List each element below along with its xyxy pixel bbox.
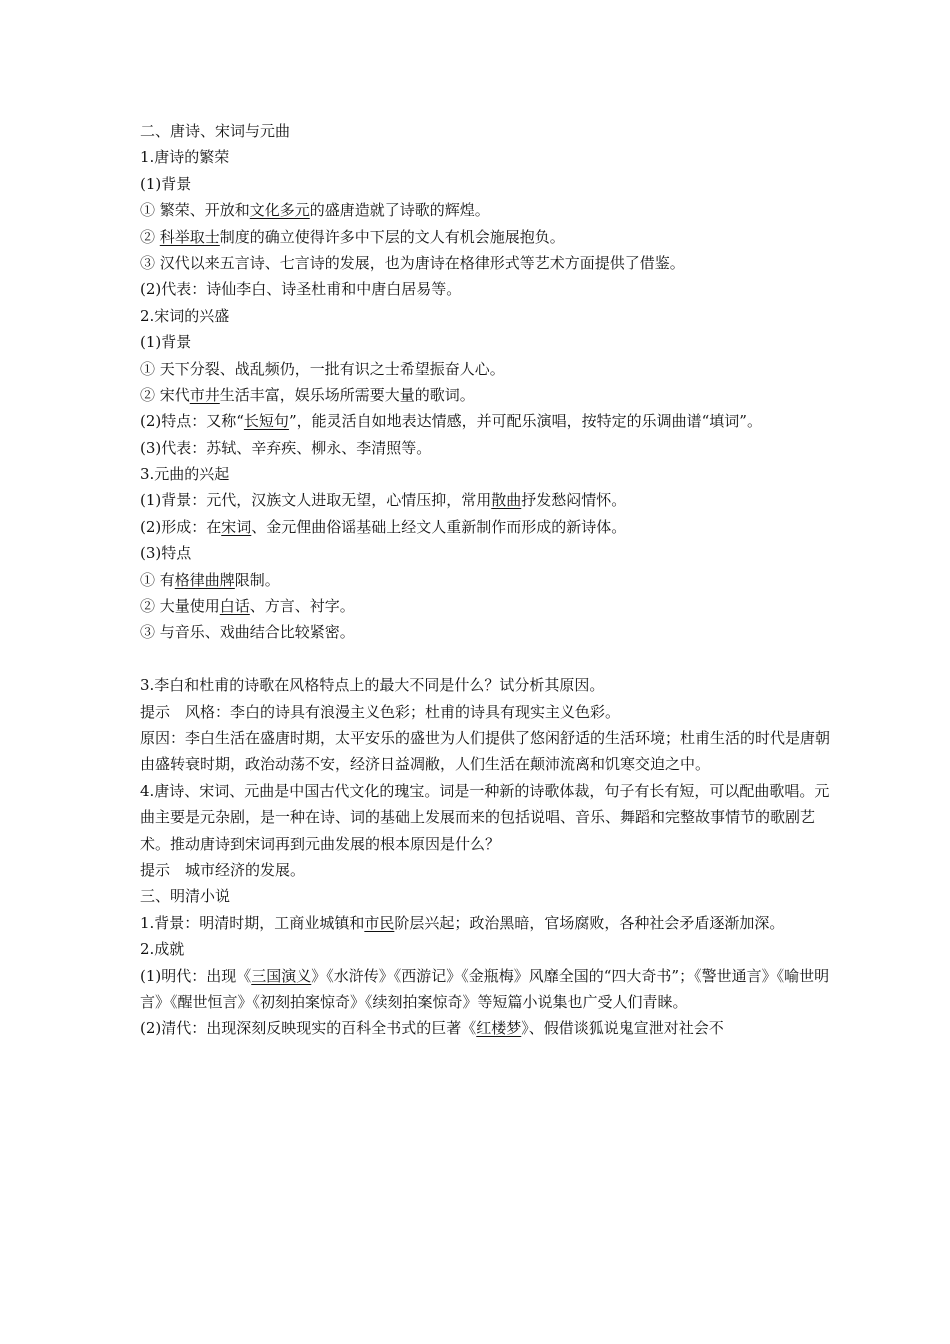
underlined-term: 文化多元 <box>249 201 310 220</box>
yuan-feature-3: ③ 与音乐、戏曲结合比较紧密。 <box>140 623 355 642</box>
yuan-features-label: (3)特点 <box>140 544 192 563</box>
subheading-yuan-qu: 3.元曲的兴起 <box>140 465 230 484</box>
document-page <box>140 118 830 1042</box>
underlined-term: 三国演义 <box>251 966 312 985</box>
novels-achievements-label: 2.成就 <box>140 940 185 959</box>
song-background-label: (1)背景 <box>140 333 192 352</box>
underlined-term: 格律曲牌 <box>174 570 235 589</box>
novels-background: 1.背景：明清时期，工商业城镇和市民阶层兴起；政治黑暗，官场腐败，各种社会矛盾逐渐加深。 <box>140 913 785 932</box>
paragraph-gap <box>140 646 830 672</box>
ming-dynasty-novels: (1)明代：出现《三国演义》《水浒传》《西游记》《金瓶梅》风靡全国的“四大奇书”；《警世通言》《喻世明言》《醒世恒言》《初刻拍案惊奇》《续刻拍案惊奇》等短篇小说集也广受人们青睐。 <box>140 966 830 1012</box>
underlined-term: 市民 <box>364 913 395 932</box>
question-3-hint: 提示 风格：李白的诗具有浪漫主义色彩；杜甫的诗具有现实主义色彩。 <box>140 702 621 721</box>
section-heading-tang-song-yuan: 二、唐诗、宋词与元曲 <box>140 122 291 140</box>
yuan-formation: (2)形成：在宋词、金元俚曲俗谣基础上经文人重新制作而形成的新诗体。 <box>140 517 627 536</box>
underlined-term: 散曲 <box>491 491 522 510</box>
underlined-term: 科举取士 <box>159 227 220 246</box>
question-3: 3.李白和杜甫的诗歌在风格特点上的最大不同是什么？试分析其原因。 <box>140 676 605 695</box>
subheading-tang-poetry: 1.唐诗的繁荣 <box>140 148 230 167</box>
underlined-term: 市井 <box>189 385 220 404</box>
subheading-song-ci: 2.宋词的兴盛 <box>140 306 230 325</box>
question-3-reason: 原因：李白生活在盛唐时期，太平安乐的盛世为人们提供了悠闲舒适的生活环境；杜甫生活的时代是唐朝由盛转衰时期，政治动荡不安，经济日益凋敝，人们生活在颠沛流离和饥寒交迫之中。 <box>140 729 831 774</box>
question-4: 4.唐诗、宋词、元曲是中国古代文化的瑰宝。词是一种新的诗歌体裁，句子有长有短，可以配曲歌唱。元曲主要是元杂剧，是一种在诗、词的基础上发展而来的包括说唱、音乐、舞蹈和完整故事情节的歌剧艺术。推动唐诗到宋词再到元曲发展的根本原因是什么？ <box>140 781 830 853</box>
qing-dynasty-novels: (2)清代：出现深刻反映现实的百科全书式的巨著《红楼梦》、假借谈狐说鬼宣泄对社会不 <box>140 1019 724 1038</box>
underlined-term: 红楼梦 <box>476 1019 522 1038</box>
song-representatives: (3)代表：苏轼、辛弃疾、柳永、李清照等。 <box>140 438 432 457</box>
tang-background-item-2: ② 科举取士制度的确立使得许多中下层的文人有机会施展抱负。 <box>140 227 565 246</box>
section-heading-ming-qing-novels: 三、明清小说 <box>140 887 231 906</box>
tang-representatives: (2)代表：诗仙李白、诗圣杜甫和中唐白居易等。 <box>140 280 462 299</box>
song-background-item-2: ② 宋代市井生活丰富，娱乐场所需要大量的歌词。 <box>140 385 475 404</box>
song-features: (2)特点：又称“长短句”，能灵活自如地表达情感，并可配乐演唱，按特定的乐调曲谱“填词”。 <box>140 412 762 431</box>
underlined-term: 宋词 <box>221 517 252 536</box>
yuan-feature-1: ① 有格律曲牌限制。 <box>140 570 280 589</box>
underlined-term: 长短句 <box>243 412 289 431</box>
question-4-hint: 提示 城市经济的发展。 <box>140 861 306 880</box>
tang-background-label: (1)背景 <box>140 174 192 193</box>
song-background-item-1: ① 天下分裂、战乱频仍，一批有识之士希望振奋人心。 <box>140 359 505 378</box>
tang-background-item-3: ③ 汉代以来五言诗、七言诗的发展，也为唐诗在格律形式等艺术方面提供了借鉴。 <box>140 253 685 272</box>
yuan-background: (1)背景：元代，汉族文人进取无望，心情压抑，常用散曲抒发愁闷情怀。 <box>140 491 627 510</box>
yuan-feature-2: ② 大量使用白话、方言、衬字。 <box>140 597 355 616</box>
tang-background-item-1: ① 繁荣、开放和文化多元的盛唐造就了诗歌的辉煌。 <box>140 201 490 220</box>
underlined-term: 白话 <box>219 597 250 616</box>
